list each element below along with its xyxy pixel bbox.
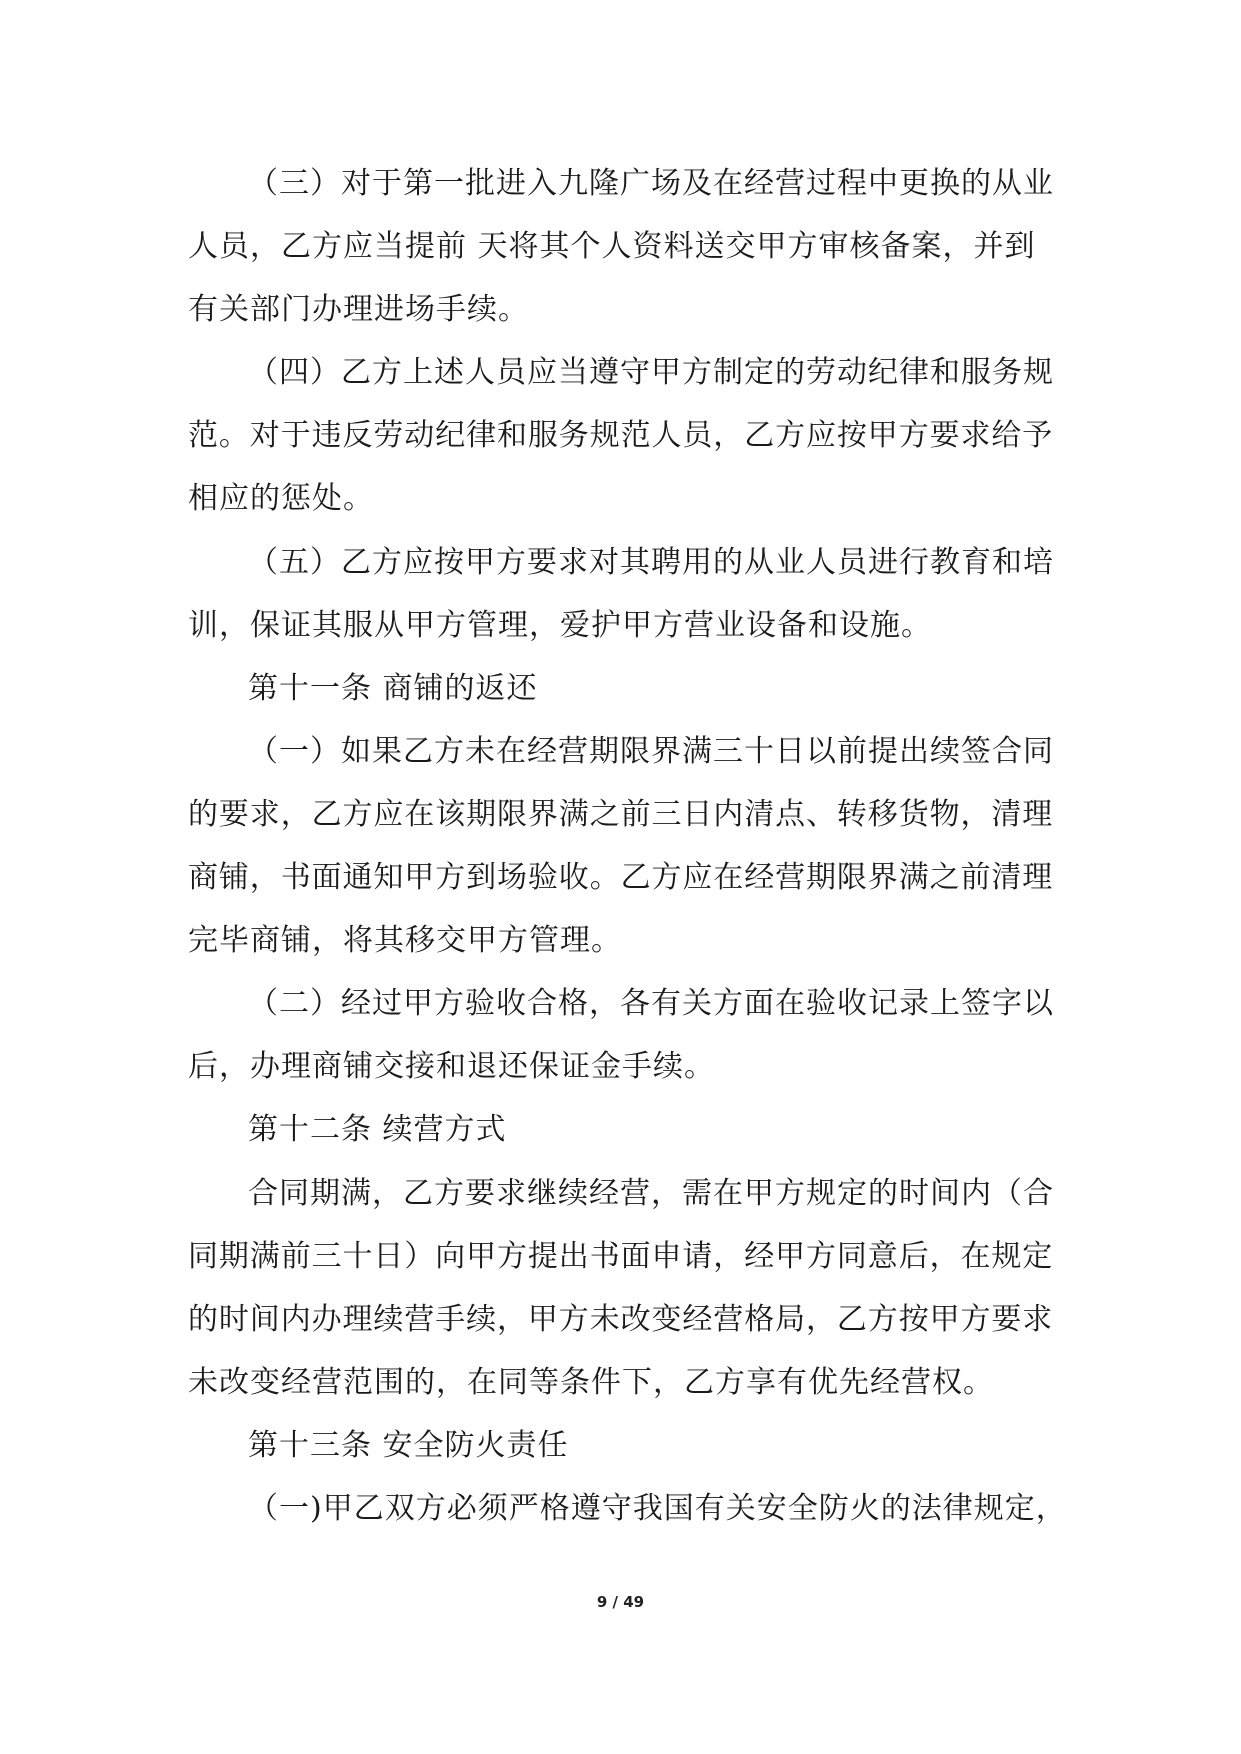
paragraph-line: （二）经过甲方验收合格，各有关方面在验收记录上签字以: [248, 986, 1054, 1022]
paragraph-line: （一)甲乙双方必须严格遵守我国有关安全防火的法律规定，: [248, 1490, 1067, 1526]
paragraph-line: 有关部门办理进场手续。: [188, 292, 529, 328]
paragraph-line: 相应的惩处。: [188, 481, 374, 517]
paragraph-line: （五）乙方应按甲方要求对其聘用的从业人员进行教育和培: [248, 544, 1054, 580]
paragraph-line: 的时间内办理续营手续，甲方未改变经营格局，乙方按甲方要求: [188, 1301, 1054, 1337]
paragraph-line: （四）乙方上述人员应当遵守甲方制定的劳动纪律和服务规: [248, 355, 1054, 391]
paragraph-line: 人员，乙方应当提前 天将其个人资料送交甲方审核备案，并到: [188, 229, 1036, 265]
section-heading: 第十一条 商铺的返还: [248, 670, 538, 706]
document-body: [188, 152, 1067, 1540]
paragraph-line: 范。对于违反劳动纪律和服务规范人员，乙方应按甲方要求给予: [188, 418, 1054, 454]
paragraph-line: 合同期满，乙方要求继续经营，需在甲方规定的时间内（合: [248, 1175, 1054, 1211]
section-heading: 第十二条 续营方式: [248, 1112, 507, 1148]
paragraph-line: 训，保证其服从甲方管理，爱护甲方营业设备和设施。: [188, 607, 932, 643]
paragraph-line: 的要求，乙方应在该期限界满之前三日内清点、转移货物，清理: [188, 796, 1054, 832]
paragraph-line: 后，办理商铺交接和退还保证金手续。: [188, 1049, 715, 1085]
paragraph-line: 同期满前三十日）向甲方提出书面申请，经甲方同意后，在规定: [188, 1238, 1054, 1274]
page-number: 9 / 49: [596, 1593, 645, 1611]
paragraph-line: （一）如果乙方未在经营期限界满三十日以前提出续签合同: [248, 733, 1054, 769]
paragraph-line: 完毕商铺，将其移交甲方管理。: [188, 923, 622, 959]
section-heading: 第十三条 安全防火责任: [248, 1427, 569, 1463]
paragraph-line: 未改变经营范围的，在同等条件下，乙方享有优先经营权。: [188, 1364, 994, 1400]
paragraph-line: （三）对于第一批进入九隆广场及在经营过程中更换的从业: [248, 166, 1054, 201]
paragraph-line: 商铺，书面通知甲方到场验收。乙方应在经营期限界满之前清理: [188, 860, 1054, 896]
